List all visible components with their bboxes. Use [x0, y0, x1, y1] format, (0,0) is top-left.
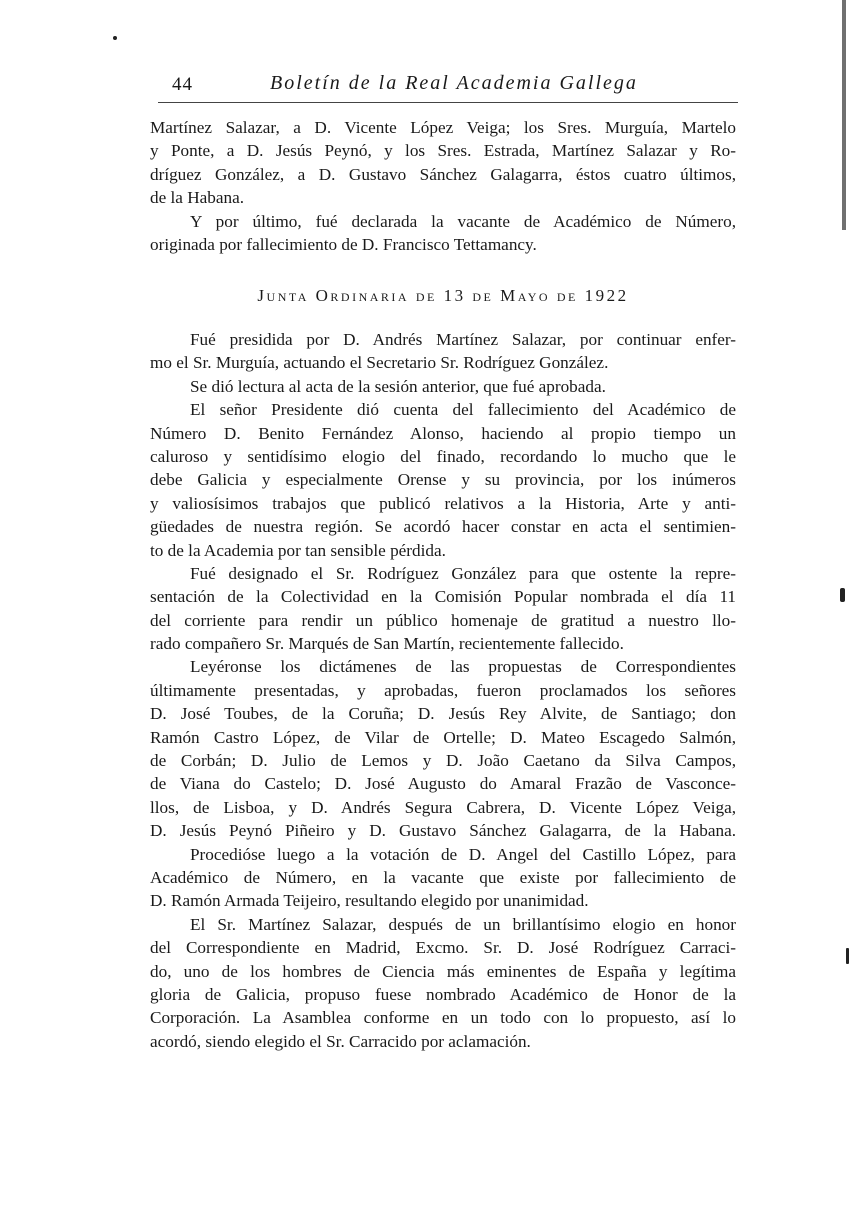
text-line: Académico de Número, en la vacante que existe por fallecimiento de: [150, 867, 736, 887]
text-line: Ramón Castro López, de Vilar de Ortelle; D. Mateo Escagedo Salmón,: [150, 727, 736, 747]
text-line: D. Ramón Armada Teijeiro, resultando elegido por unanimidad.: [150, 891, 589, 911]
text-line: gloria de Galicia, propuso fuese nombrado Académico de Honor de la: [150, 984, 736, 1004]
text-line: de Viana do Castelo; D. José Augusto do Amaral Frazão de Vasconce-: [150, 774, 736, 794]
text-line: llos, de Lisboa, y D. Andrés Segura Cabrera, D. Vicente López Veiga,: [150, 797, 736, 817]
text-line: acordó, siendo elegido el Sr. Carracido por aclamación.: [150, 1031, 531, 1051]
text-line: sentación de la Colectividad en la Comisión Popular nombrada el día 11: [150, 587, 736, 607]
scan-speck: [840, 588, 845, 602]
page-number: 44: [172, 74, 193, 95]
text-line: de Corbán; D. Julio de Lemos y D. João Caetano da Silva Campos,: [150, 751, 736, 771]
text-line: Martínez Salazar, a D. Vicente López Veiga; los Sres. Murguía, Martelo: [150, 118, 736, 137]
text-line: Y por último, fué declarada la vacante de Académico de Número,: [190, 211, 736, 231]
text-line: do, uno de los hombres de Ciencia más eminentes de España y legítima: [150, 961, 736, 981]
text-line: últimamente presentadas, y aprobadas, fueron proclamados los señores: [150, 680, 736, 700]
text-line: El Sr. Martínez Salazar, después de un brillantísimo elogio en honor: [190, 914, 736, 934]
text-line: mo el Sr. Murguía, actuando el Secretario Sr. Rodríguez González.: [150, 353, 609, 373]
text-line: de la Habana.: [150, 188, 245, 208]
section-heading: Junta Ordinaria de 13 de Mayo de 1922: [257, 286, 629, 305]
text-line: Leyéronse los dictámenes de las propuestas de Correspondientes: [190, 657, 736, 677]
text-line: D. Jesús Peynó Piñeiro y D. Gustavo Sánchez Galagarra, de la Habana.: [150, 821, 736, 841]
text-line: Fué presidida por D. Andrés Martínez Salazar, por continuar enfer-: [190, 330, 736, 349]
text-line: Se dió lectura al acta de la sesión anterior, que fué aprobada.: [190, 376, 606, 396]
scan-speck: [113, 36, 117, 40]
journal-title: Boletín de la Real Academia Gallega: [270, 72, 638, 94]
text-line: y Ponte, a D. Jesús Peynó, y los Sres. Estrada, Martínez Salazar y Ro-: [150, 141, 736, 161]
text-line: dríguez González, a D. Gustavo Sánchez Galagarra, éstos cuatro últimos,: [150, 164, 736, 184]
scan-edge-mark: [842, 0, 846, 230]
text-line: güedades de nuestra región. Se acordó hacer constar en acta el sentimien-: [150, 517, 736, 537]
intro-text-block: [150, 116, 736, 256]
text-line: del Correspondiente en Madrid, Excmo. Sr. D. José Rodríguez Carraci-: [150, 938, 736, 958]
text-line: del corriente para rendir un público homenaje de gratitud a nuestro llo-: [150, 610, 736, 630]
minutes-text-block: [150, 328, 736, 1053]
scan-speck: [846, 948, 849, 964]
text-line: caluroso y sentidísimo elogio del finado, recordando lo mucho que le: [150, 446, 736, 466]
text-line: debe Galicia y especialmente Orense y su provincia, por los inúmeros: [150, 470, 736, 490]
text-line: Fué designado el Sr. Rodríguez González para que ostente la repre-: [190, 563, 736, 583]
text-line: D. José Toubes, de la Coruña; D. Jesús Rey Alvite, de Santiago; don: [150, 704, 736, 724]
text-line: rado compañero Sr. Marqués de San Martín, recientemente fallecido.: [150, 634, 624, 654]
text-line: y valiosísimos trabajos que publicó relativos a la Historia, Arte y anti-: [150, 493, 736, 513]
text-line: Número D. Benito Fernández Alonso, haciendo al propio tiempo un: [150, 423, 736, 443]
text-line: to de la Academia por tan sensible pérdida.: [150, 540, 446, 560]
text-line: Procedióse luego a la votación de D. Angel del Castillo López, para: [190, 844, 736, 864]
text-line: originada por fallecimiento de D. Francisco Tettamancy.: [150, 234, 537, 254]
text-line: Corporación. La Asamblea conforme en un todo con lo propuesto, así lo: [150, 1008, 736, 1028]
running-head: [158, 70, 738, 103]
text-line: El señor Presidente dió cuenta del fallecimiento del Académico de: [190, 400, 736, 420]
